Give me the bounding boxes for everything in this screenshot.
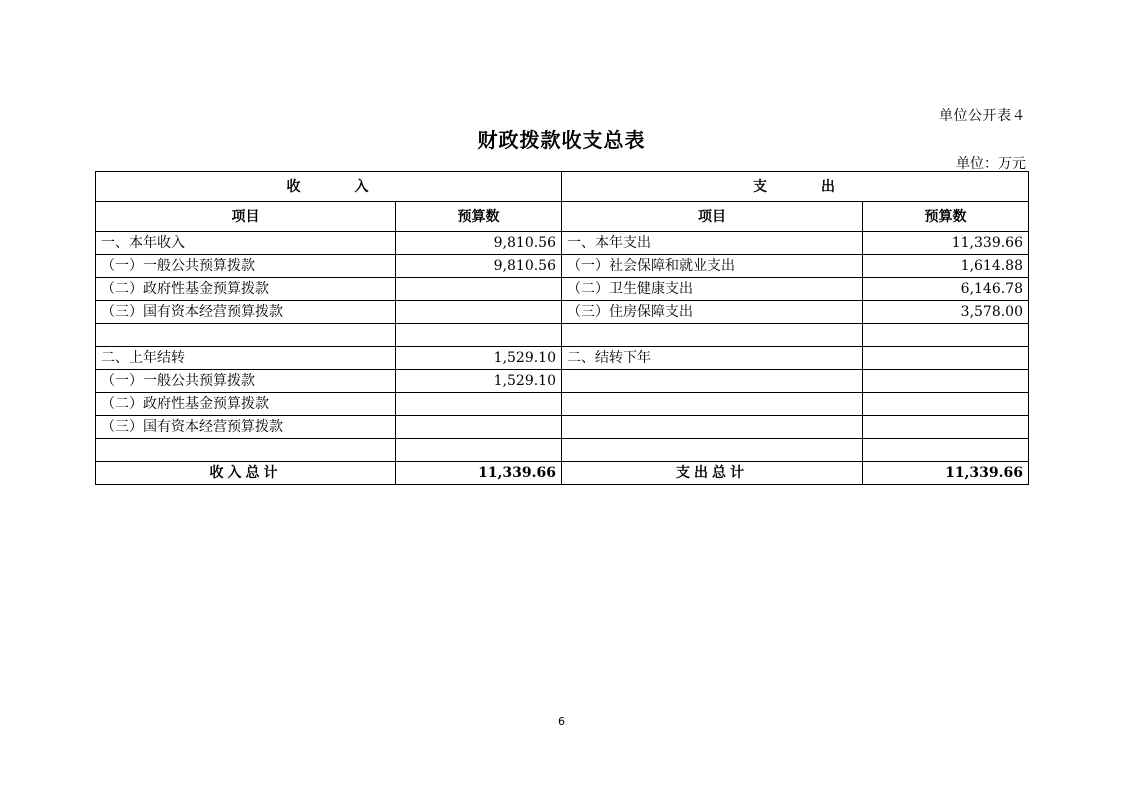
expense-value: [863, 324, 1029, 347]
expense-value: [863, 393, 1029, 416]
expense-value: [863, 370, 1029, 393]
table-row: [96, 232, 1029, 255]
expense-item: 一、本年支出: [562, 232, 863, 255]
expense-item: （二）卫生健康支出: [562, 278, 863, 301]
income-item: 二、上年结转: [96, 347, 396, 370]
income-budget-header: 预算数: [396, 202, 562, 232]
table-row: [96, 439, 1029, 462]
income-item-header: 项目: [96, 202, 396, 232]
expense-value: [863, 439, 1029, 462]
expense-item: [562, 393, 863, 416]
income-value: [396, 416, 562, 439]
income-header-char-2: 入: [354, 178, 371, 195]
section-header-row: [96, 172, 1029, 202]
table-row: [96, 370, 1029, 393]
expense-budget-header: 预算数: [863, 202, 1029, 232]
expense-item: [562, 370, 863, 393]
expense-value: [863, 347, 1029, 370]
expense-item: [562, 324, 863, 347]
table-row: [96, 393, 1029, 416]
income-value: [396, 393, 562, 416]
expense-item: （一）社会保障和就业支出: [562, 255, 863, 278]
income-total-label: 收入总计: [96, 462, 396, 485]
income-value: 1,529.10: [396, 370, 562, 393]
table-row: [96, 278, 1029, 301]
expense-section-header: [562, 172, 1029, 202]
expense-item-header: 项目: [562, 202, 863, 232]
income-value: 9,810.56: [396, 232, 562, 255]
expense-item: 二、结转下年: [562, 347, 863, 370]
table-row: [96, 416, 1029, 439]
expense-total-label: 支出总计: [562, 462, 863, 485]
income-item: （一）一般公共预算拨款: [96, 255, 396, 278]
income-header-char-1: 收: [286, 178, 303, 195]
table-row: [96, 301, 1029, 324]
expense-value: 11,339.66: [863, 232, 1029, 255]
column-header-row: [96, 202, 1029, 232]
expense-value: [863, 416, 1029, 439]
expense-total-value: 11,339.66: [863, 462, 1029, 485]
expense-value: 3,578.00: [863, 301, 1029, 324]
table-row: [96, 347, 1029, 370]
page-number: 6: [558, 715, 565, 728]
income-item: [96, 324, 396, 347]
expense-item: [562, 416, 863, 439]
income-item: （三）国有资本经营预算拨款: [96, 301, 396, 324]
income-value: [396, 278, 562, 301]
total-row: [96, 462, 1029, 485]
income-item: （一）一般公共预算拨款: [96, 370, 396, 393]
income-total-value: 11,339.66: [396, 462, 562, 485]
income-value: [396, 324, 562, 347]
income-item: （二）政府性基金预算拨款: [96, 393, 396, 416]
fiscal-budget-table: [95, 171, 1029, 485]
unit-label: 单位：万元: [956, 156, 1026, 172]
expense-value: 6,146.78: [863, 278, 1029, 301]
table-number: 单位公开表４: [939, 108, 1026, 124]
income-value: [396, 439, 562, 462]
table-row: [96, 324, 1029, 347]
income-item: 一、本年收入: [96, 232, 396, 255]
expense-header-char-2: 出: [821, 178, 837, 195]
expense-value: 1,614.88: [863, 255, 1029, 278]
table-row: [96, 255, 1029, 278]
income-value: 1,529.10: [396, 347, 562, 370]
page-title: 财政拨款收支总表: [477, 128, 646, 152]
income-value: 9,810.56: [396, 255, 562, 278]
income-item: [96, 439, 396, 462]
income-item: （三）国有资本经营预算拨款: [96, 416, 396, 439]
income-value: [396, 301, 562, 324]
expense-header-char-1: 支: [753, 178, 769, 195]
expense-item: [562, 439, 863, 462]
expense-item: （三）住房保障支出: [562, 301, 863, 324]
income-item: （二）政府性基金预算拨款: [96, 278, 396, 301]
income-section-header: [96, 172, 562, 202]
